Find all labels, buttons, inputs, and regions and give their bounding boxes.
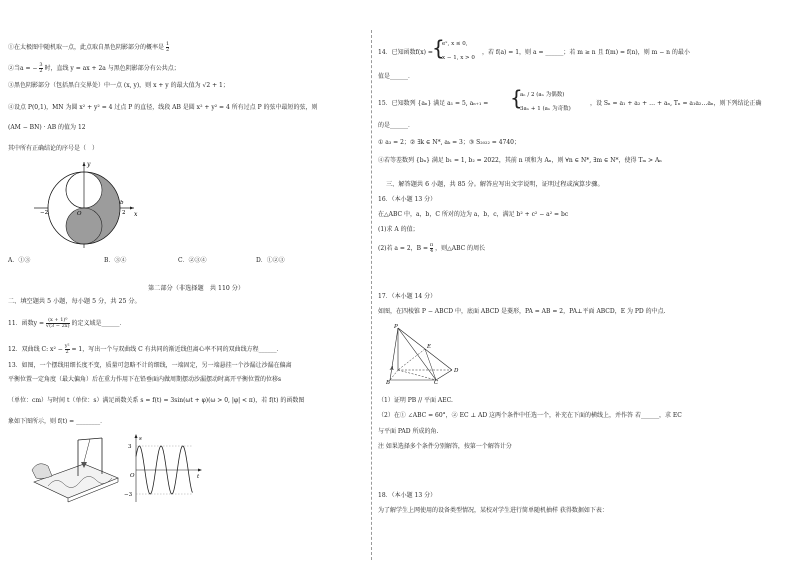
sine-graph bbox=[122, 432, 204, 504]
label-e: E bbox=[427, 344, 432, 350]
question-13-line1: 13．如图，一个摆线用细长度不变，质量可忽略不计的细线，一端固定，另一端悬挂一个沙漏让沙漏在偏离 bbox=[8, 362, 292, 369]
question-15: 15．已知数列 {aₙ} 满足 a₁ = 5, aₙ₊₁ = bbox=[378, 100, 489, 107]
t-label: t bbox=[197, 474, 200, 480]
tick-pos2: 2 bbox=[122, 210, 126, 216]
piecewise-case-2: x − 1, x > 0 bbox=[442, 55, 475, 61]
question-15-options-2: ④若等差数列 {bₙ} 满足 b₁ = 1, b₂ = 2022，其前 n 项和为 Aₙ，则 ∀n ∈ N*, ∃m ∈ N*，使得 Tₘ > Aₙ bbox=[378, 157, 662, 164]
statement-4-cont: (AM − BN) · AB 的值为 12 bbox=[8, 124, 86, 131]
question-16-heading: 16．（本小题 13 分） bbox=[378, 196, 437, 203]
solve-heading: 三、解答题共 6 小题，共 85 分。解答应写出文字说明，证明过程或演算步骤。 bbox=[386, 181, 604, 188]
label-d: D bbox=[454, 368, 459, 374]
option-c[interactable]: C．②③④ bbox=[178, 257, 207, 264]
question-11: 11．函数y = $\frac{\text{(x + 1)⁰}}{√(3 - 2x)}$ 的定义域是______． bbox=[8, 317, 126, 329]
question-14-line2: 值是______． bbox=[378, 73, 415, 80]
taiji-figure bbox=[30, 158, 140, 250]
question-prompt: 其中所有正确结论的序号是（ ） bbox=[8, 145, 99, 152]
edge-pc bbox=[398, 328, 436, 380]
t-axis-arrow bbox=[198, 469, 202, 472]
question-16-part2: (2)若 a = 2，B = $\frac{\pi}{4}$ ，则△ABC 的周长 bbox=[378, 242, 486, 254]
question-14: 14．已知函数f(x) = bbox=[378, 49, 433, 56]
fraction: $\frac{1}{2}$ bbox=[165, 41, 170, 53]
question-16-part1: (1)求 A 的值； bbox=[378, 226, 419, 233]
label-p: P bbox=[394, 324, 398, 330]
hand bbox=[32, 464, 52, 479]
question-17-note: 注 如果选择多个条件分别解答，按第一个解答计分 bbox=[378, 443, 512, 450]
label-b: B bbox=[386, 380, 391, 384]
question-12: 12．双曲线 C: x² − $\frac{\text{y²}}{2}$ = 1，写出一个与双曲线 C 有共同的渐近线但离心率不同的双曲线方程______． bbox=[8, 343, 283, 355]
right-column bbox=[378, 0, 794, 562]
question-17-text: 如图，在四棱锥 P − ABCD 中，底面 ABCD 是菱形，PA = AB = 2，PA⊥平面 ABCD，E 为 PD 的中点. bbox=[378, 308, 666, 315]
question-15-cont: ，设 Sₙ = a₁ + a₂ + … + aₙ, Tₙ = a₁a₂…aₙ，则下列结论正确 bbox=[590, 100, 762, 107]
option-a[interactable]: A．①③ bbox=[8, 257, 31, 264]
question-17-part1: （1）证明 PB // 平面 AEC. bbox=[378, 397, 453, 404]
y-label: y bbox=[87, 161, 91, 168]
string bbox=[84, 439, 90, 462]
piecewise-case-1: eˣ, x ≤ 0, bbox=[442, 41, 468, 47]
fill-in-heading: 二、填空题共 5 小题，每小题 5 分，共 25 分。 bbox=[8, 298, 141, 305]
point-b-label: b bbox=[120, 200, 124, 206]
question-15-options-1: ① a₃ = 2；② ∃k ∈ N*, aₖ = 3；③ S₂₀₂₂ = 4740； bbox=[378, 139, 520, 146]
label-c: C bbox=[434, 380, 439, 384]
y-axis-arrow bbox=[83, 162, 86, 166]
pyramid-figure bbox=[386, 322, 466, 384]
option-b[interactable]: B．③④ bbox=[104, 257, 127, 264]
piecewise-case-2: 3aₙ + 1 (aₙ 为奇数) bbox=[520, 106, 571, 112]
x-label: x bbox=[134, 211, 138, 218]
diag-ac bbox=[398, 370, 436, 380]
x-axis-arrow bbox=[130, 207, 134, 210]
option-d[interactable]: D．①②③ bbox=[256, 257, 285, 264]
fraction: $\frac{3}{2}$ bbox=[39, 62, 43, 74]
question-18-text: 为了解学生上网使用的设备类型情况，某校对学生进行简单随机抽样 获得数据如下表： bbox=[378, 507, 608, 514]
label-a: A bbox=[390, 366, 394, 372]
tick-neg3: −3 bbox=[124, 492, 133, 498]
statement-1: ①在太极图中随机取一点，此点取自黑色阴影部分的概率是 $\frac{1}{2}$ bbox=[8, 41, 170, 53]
part-two-heading: 第二部分（非选择题 共 110 分） bbox=[148, 285, 245, 292]
fraction: $\frac{\pi}{4}$ bbox=[429, 242, 434, 254]
question-15-line2: 的是______． bbox=[378, 122, 415, 129]
column-divider bbox=[371, 30, 372, 560]
fraction: $\frac{\text{y²}}{2}$ bbox=[64, 343, 70, 355]
tick-3: 3 bbox=[128, 444, 132, 450]
tick-neg2: −2 bbox=[40, 210, 49, 216]
question-13-line2: 平衡位置一定角度（最大偏角）后在重力作用下在铅垂面内做周期摆动沙漏摆动时离开平衡位置的位移s bbox=[8, 376, 282, 383]
question-16-text: 在△ABC 中，a，b，C 所对的边为 a，b，c，满足 b² + c² − a² = bc bbox=[378, 211, 569, 218]
question-18-heading: 18．（本小题 13 分） bbox=[378, 492, 437, 499]
question-17-part2-cont: 与平面 PAD 所成的角. bbox=[378, 428, 439, 435]
piecewise-case-1: aₙ / 2 (aₙ 为偶数) bbox=[520, 92, 565, 98]
edge-cd bbox=[436, 370, 452, 380]
fraction: $\frac{\text{(x + 1)⁰}}{√(3 - 2x)}$ bbox=[45, 317, 70, 329]
question-14-cont: ，若 f(a) = 1，则 a = ______；若 m ≥ n 且 f(m) = f(n)，则 m − n 的最小 bbox=[482, 49, 690, 56]
s-axis-arrow bbox=[135, 434, 138, 438]
question-17-heading: 17．（本小题 14 分） bbox=[378, 293, 437, 300]
statement-2: ②当a = − $\frac{3}{2}$ 时，直线 y = ax + 2a 与黑色阴影部分有公共点； bbox=[8, 62, 180, 74]
s-label: s bbox=[139, 436, 142, 442]
statement-3: ③黑色阴影部分（包括黑白交界处）中一点 (x, y)，则 x + y 的最大值为 √2 + 1； bbox=[8, 82, 229, 89]
question-17-part2: （2）在① ∠ABC = 60°，② EC ⊥ AD 这两个条件中任选一个，补充在下面的横线上，并作答 若______，求 EC bbox=[378, 412, 682, 419]
origin-label: O bbox=[77, 211, 82, 217]
question-13-line3: （单位：cm）与时间 t（单位：s）满足函数关系 s = f(t) = 3sin(ωt + φ)(ω > 0, |φ| < π)，若 f(t) 的函数图 bbox=[8, 397, 305, 404]
origin-label: O bbox=[130, 473, 135, 479]
brace: { bbox=[432, 36, 445, 60]
statement-4: ④设点 P(0,1)，MN 为圆 x² + y² = 4 过点 P 的直径，线段 AB 是圆 x² + y² = 4 所有过点 P 的弦中最短的弦，则 bbox=[8, 104, 318, 111]
left-column bbox=[0, 0, 370, 562]
pendulum-figure bbox=[28, 432, 123, 504]
question-13-line4: 象如下图所示，则 f(t) = ________． bbox=[8, 418, 107, 425]
brace: { bbox=[510, 86, 523, 110]
edge-pb bbox=[390, 328, 398, 380]
